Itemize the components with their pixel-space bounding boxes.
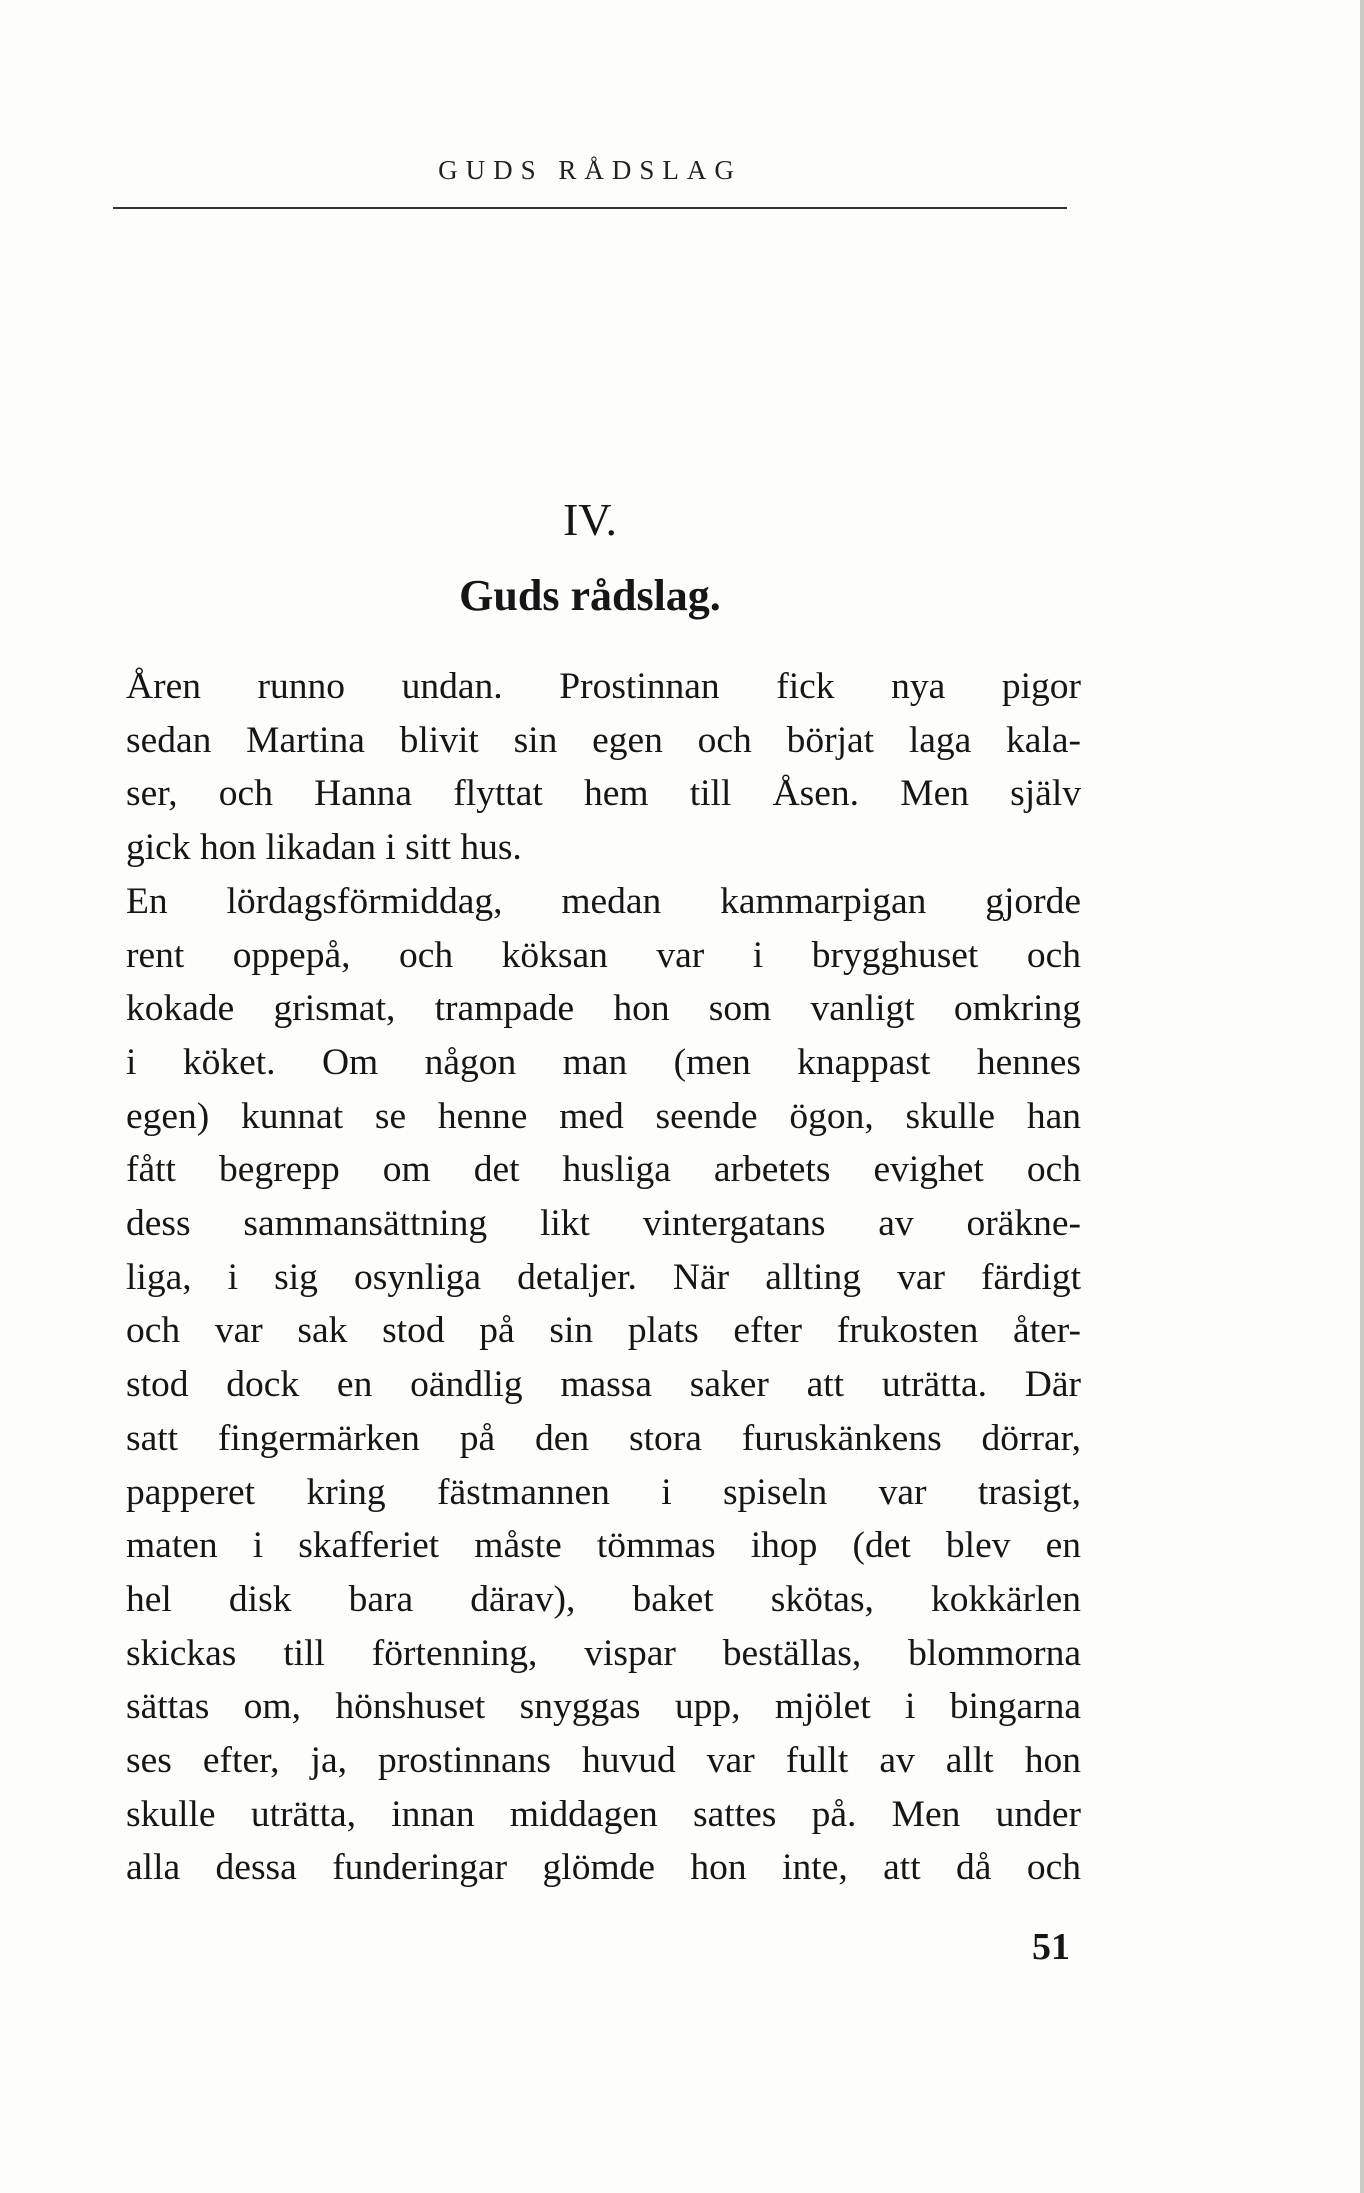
text-line: dess sammansättning likt vintergatans av oräkne-: [126, 1203, 1081, 1245]
header-rule: [113, 207, 1067, 209]
text-line: hel disk bara därav), baket skötas, kokkärlen: [126, 1578, 1081, 1620]
running-head: GUDS RÅDSLAG: [438, 155, 742, 185]
text-line: stod dock en oändlig massa saker att uträtta. Där: [126, 1364, 1081, 1406]
text-line: kokade grismat, trampade hon som vanligt omkring: [126, 988, 1081, 1030]
text-line: Åren runno undan. Prostinnan fick nya pigor: [126, 666, 1081, 707]
text-line: skickas till förtenning, vispar beställas, blommorna: [126, 1632, 1081, 1674]
text-line: maten i skafferiet måste tömmas ihop (det blev en: [126, 1525, 1081, 1567]
text-line: i köket. Om någon man (men knappast hennes: [126, 1041, 1081, 1083]
text-line: skulle uträtta, innan middagen sattes på. Men under: [126, 1793, 1081, 1835]
text-line: och var sak stod på sin plats efter frukosten åter-: [126, 1310, 1081, 1352]
body-text: [126, 660, 1081, 1895]
text-line: liga, i sig osynliga detaljer. När allting var färdigt: [126, 1256, 1081, 1298]
text-line: sedan Martina blivit sin egen och börjat laga kala-: [126, 719, 1081, 761]
text-line: gick hon likadan i sitt hus.: [126, 827, 522, 869]
text-line: sättas om, hönshuset snyggas upp, mjölet i bingarna: [126, 1686, 1081, 1728]
text-line: En lördagsförmiddag, medan kammarpigan gjorde: [126, 880, 1081, 922]
text-line: alla dessa funderingar glömde hon inte, att då och: [126, 1847, 1081, 1889]
page-number: 51: [1032, 1926, 1070, 1968]
text-line: fått begrepp om det husliga arbetets evighet och: [126, 1149, 1081, 1191]
paragraph-1: [126, 660, 1081, 875]
text-line: papperet kring fästmannen i spiseln var trasigt,: [126, 1471, 1081, 1513]
text-line: satt fingermärken på den stora furuskänkens dörrar,: [126, 1417, 1081, 1459]
chapter-number: IV.: [562, 494, 618, 545]
text-line: rent oppepå, och köksan var i brygghuset och: [126, 934, 1081, 976]
page-edge: [1360, 0, 1364, 2193]
paragraph-2: [126, 875, 1081, 1895]
text-line: ser, och Hanna flyttat hem till Åsen. Men själv: [126, 773, 1081, 815]
text-line: ses efter, ja, prostinnans huvud var fullt av allt hon: [126, 1740, 1081, 1782]
text-line: egen) kunnat se henne med seende ögon, skulle han: [126, 1095, 1081, 1137]
chapter-title: Guds rådslag.: [459, 571, 721, 620]
